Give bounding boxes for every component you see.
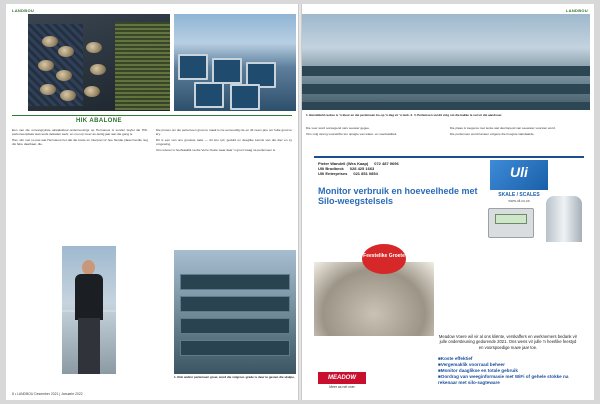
skale-advert	[314, 156, 584, 242]
abalone-photo	[28, 14, 170, 111]
scale-device-image	[488, 208, 534, 238]
ad-bullet-list	[438, 356, 588, 386]
tanks-photo	[174, 250, 296, 374]
right-column-2	[450, 126, 586, 138]
divider	[12, 115, 292, 116]
contact-name: Ulli Enterprises	[318, 171, 348, 176]
contact-name: Pieter Wandell (Wes Kaap)	[318, 161, 369, 166]
right-page	[302, 4, 594, 400]
meadow-logo: MEADOW	[318, 372, 366, 384]
silo-image	[546, 196, 582, 242]
ad-message: Meadow Voere wil vir al ons kliënte, verskaffers en werknemers bedank vir julle ondersteuning gedurende 2021. Ons wens vir julle 'n heerlike feestyd en voorspoedige nuwe jaar toe.	[438, 334, 578, 350]
meadow-tagline: Meer as net voer	[329, 385, 355, 389]
paragraph: Die plaas is toegerus met tenke wat deurlopend van seewater voorsien word.	[450, 126, 556, 130]
paragraph: Ons volg streng voorskrifte ten opsigte van water- en voerkwaliteit.	[306, 132, 398, 137]
bullet-item: ■ Oordrag van weeginformasie met WiFi of gehele stokke na rekenaar met silo-sagteware	[438, 374, 588, 386]
left-page	[6, 4, 298, 400]
contact-phone: 028 425 1663	[349, 166, 375, 171]
left-column-2	[156, 128, 292, 154]
contact-name: Ulli Brodbeck	[318, 166, 344, 171]
paragraph: Ons uitvoer is hoofsaaklik na die Verre Ooste waar daar 'n groot vraag na perlemoen is.	[156, 148, 276, 153]
section-tag: LANDBOU	[12, 8, 35, 13]
paragraph: Een van die omvangrykste akwakultuur-ondernemings op Hermanus is sonder twyfel die HIK-perlemoenplaas wat reeds dekades werk, en nou op meer as dertig jaar aan die gang is.	[12, 128, 148, 137]
contact-phone: 072 487 9696	[374, 161, 399, 166]
meadow-advert	[314, 244, 584, 396]
farmer-photo	[62, 246, 116, 374]
left-column-1	[12, 128, 148, 148]
paragraph: Die voer word oorwegend vars seewier gegee.	[306, 126, 370, 130]
right-column-1	[306, 126, 442, 138]
page-footer: 8 • LANDBOU Desember 2021 | Januarie 2022	[12, 392, 83, 396]
festive-badge: Feestelike Groete	[362, 244, 406, 274]
rabbit-image	[314, 262, 434, 336]
ad-contacts	[318, 161, 399, 176]
section-tag: LANDBOU	[565, 8, 588, 13]
ad-headline: Monitor verbruik en hoeveelhede met Silo-weegstelsels	[318, 186, 478, 206]
photo-caption: 1. Rob and/or perlemoen groei, word die volgroei- grade is deur te gesien die skulpe.	[174, 375, 295, 379]
ad-website: www.uli.co.za	[508, 199, 530, 203]
farm-photo	[174, 14, 296, 111]
paragraph: Die perlemoen word hanteer volgens die hoogste standaarde.	[450, 132, 535, 137]
contact-phone: 021 851 0854	[353, 171, 378, 176]
paragraph: Die proses om die perlemoen groot te maak is nie eenvoudig nie en dit neem jare om hulle groot te kry.	[156, 128, 292, 137]
photo-caption: 1. Bemiddeld reekse is 'n kleur en die perlemoen bo-op 'n dag vir 'n tenk. 2. 'n Perlemoen sal dit volg om die bakke te vul vir die aandvoer.	[306, 113, 503, 117]
logo-subtitle: SKALE / SCALES	[498, 192, 540, 198]
bullet-item: ■ Koste effektief	[438, 356, 588, 362]
uli-logo: Uli	[490, 160, 548, 190]
bullet-item: ■ Vergemaklik voorraad beheer	[438, 362, 588, 368]
paragraph: Dit is een van ons grootste sake — dit kos tyd, geduld en deeglike kennis van die dier en sy omgewing.	[156, 138, 292, 147]
paragraph: Hier, slin met so pas wat Hermanus het dat die koste en interpret vir hoe hierdie plaas hierdie nog dis hêre daarbaar, die.	[12, 138, 148, 147]
tanks-wide-photo	[302, 14, 590, 110]
article-heading: HIK ABALONE	[76, 118, 122, 124]
bullet-item: ■ Monitor daaglikse en totale gebruik	[438, 368, 588, 374]
